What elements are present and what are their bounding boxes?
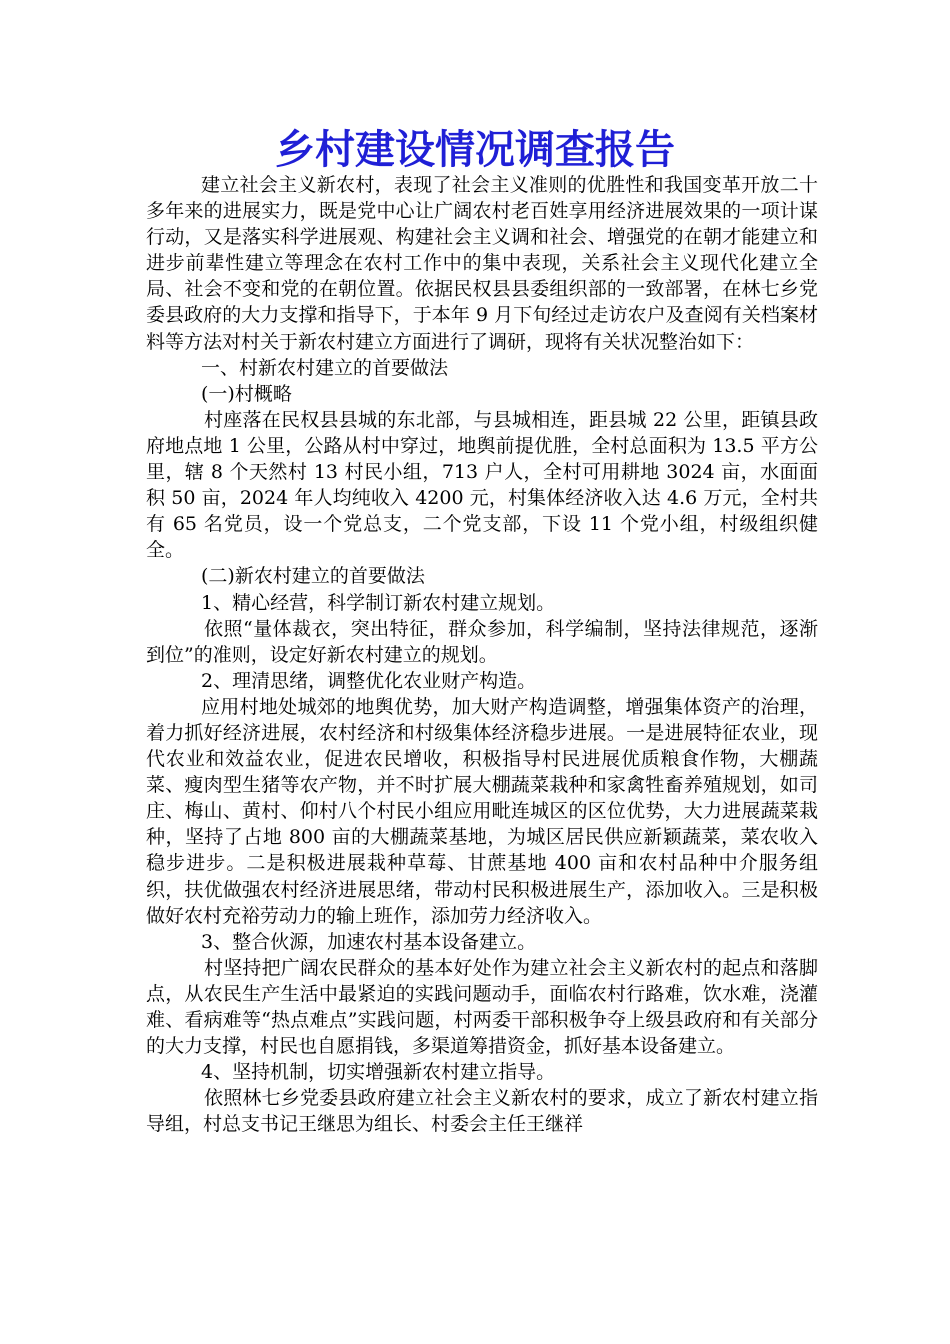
paragraph-intro: 建立社会主义新农村，表现了社会主义准则的优胜性和我国变革开放二十多年来的进展实力，既是党中心让广阔农村老百姓享用经济进展效果的一项计谋行动，又是落实科学进展观、构建社会主义调和社会、增强党的在朝才能建立和进步前辈性建立等理念在农村工作中的集中表现，关系社会主义现代化建立全局、社会不变和党的在朝位置。依据民权县县委组织部的一致部署，在林七乡党委县政府的大力支撑和指导下，于本年 9 月下旬经过走访农户及查阅有关档案材料等方法对村关于新农村建立方面进行了调研，现将有关状况整治如下： xyxy=(146,174,818,353)
paragraph-infrastructure: 村坚持把广阔农民群众的基本好处作为建立社会主义新农村的起点和落脚点，从农民生产生活中最紧迫的实践问题动手，面临农村行路难，饮水难，浇灌难、看病难等“热点难点”实践问题，村两委干部积极争夺上级县政府和有关部分的大力支撑，村民也自愿捐钱，多渠道筹措资金，抓好基本设备建立。 xyxy=(146,956,818,1058)
paragraph-village-overview: 村座落在民权县县城的东北部，与县城相连，距县城 22 公里，距镇县政府地点地 1 公里，公路从村中穿过，地舆前提优胜，全村总面积为 13.5 平方公里，辖 8 个天然村 13 村民小组，713 户人，全村可用耕地 3024 亩，水面面积 50 亩，2024 年人均纯收入 4200 元，村集体经济收入达 4.6 万元，全村共有 65 名党员，设一个党总支，二个党支部，下设 11 个党小组，村级组织健全。 xyxy=(146,408,818,562)
item-heading: 4、坚持机制，切实增强新农村建立指导。 xyxy=(201,1061,556,1084)
paragraph-leadership: 依照林七乡党委县政府建立社会主义新农村的要求，成立了新农村建立指导组，村总支书记王继思为组长、村委会主任王继祥 xyxy=(146,1087,818,1136)
paragraph-planning: 依照“量体裁衣，突出特征，群众参加，科学编制，坚持法律规范，逐渐到位”的准则，设定好新农村建立的规划。 xyxy=(146,617,818,666)
document-title: 乡村建设情况调查报告 xyxy=(275,126,675,173)
subsection-heading: (二)新农村建立的首要做法 xyxy=(201,565,425,588)
subsection-heading: (一)村概略 xyxy=(201,382,292,405)
item-heading: 1、精心经营，科学制订新农村建立规划。 xyxy=(201,591,556,614)
paragraph-industry: 应用村地处城郊的地舆优势，加大财产构造调整，增强集体资产的治理，着力抓好经济进展，农村经济和村级集体经济稳步进展。一是进展特征农业，现代农业和效益农业，促进农民增收，积极指导村民进展优质粮食作物，大棚蔬菜、瘦肉型生猪等农产物，并不时扩展大棚蔬菜栽种和家禽牲畜养殖规划，如司庄、梅山、黄村、仰村八个村民小组应用毗连城区的区位优势，大力进展蔬菜栽种，坚持了占地 800 亩的大棚蔬菜基地，为城区居民供应新颖蔬菜，菜农收入稳步进步。二是积极进展栽种草莓、甘蔗基地 400 亩和农村品种中介服务组织，扶优做强农村经济进展思绪，带动村民积极进展生产，添加收入。三是积极做好农村充裕劳动力的输上班作，添加劳力经济收入。 xyxy=(146,695,818,927)
section-heading: 一、村新农村建立的首要做法 xyxy=(201,356,449,379)
item-heading: 2、理清思绪，调整优化农业财产构造。 xyxy=(201,669,537,692)
document-body xyxy=(146,172,818,1137)
item-heading: 3、整合伙源，加速农村基本设备建立。 xyxy=(201,930,537,953)
